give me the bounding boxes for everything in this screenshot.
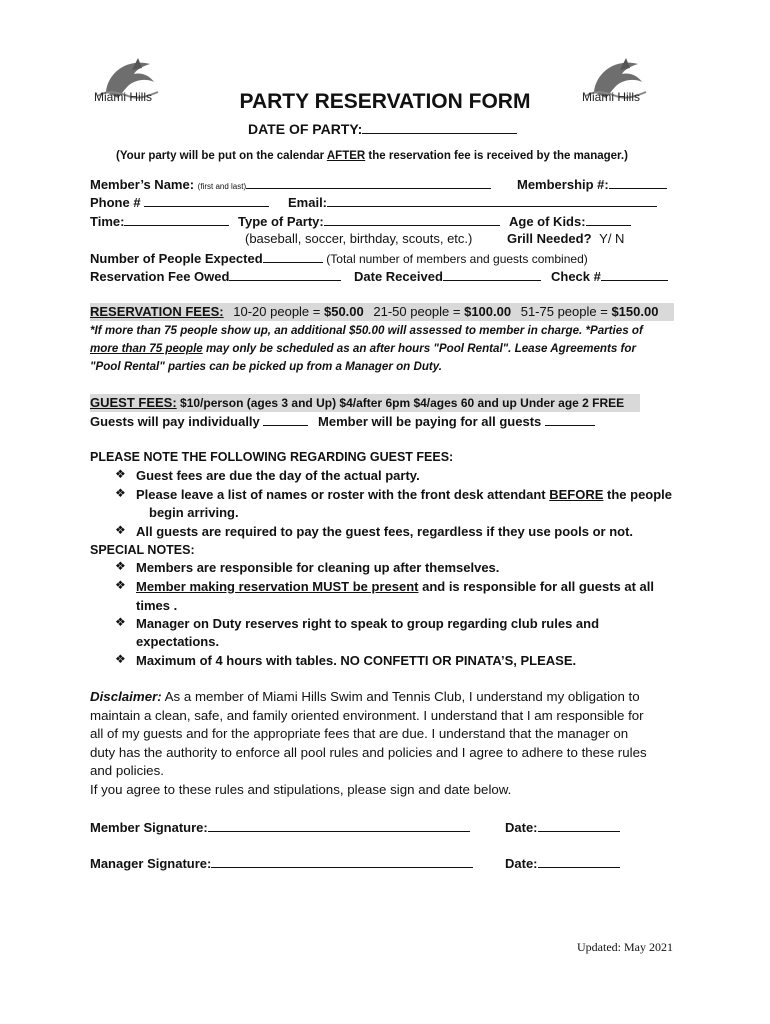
special-note-2-emphasis: Member making reservation MUST be present (136, 579, 419, 594)
disclaimer-line-3: all of my guests and for the appropriate fees that are due. I understand that the manager on (90, 726, 629, 742)
member-signature-row (90, 818, 470, 837)
date-of-party-row (248, 120, 517, 137)
check-number-label: Check # (551, 269, 601, 284)
date-received-row (354, 267, 541, 286)
fee-tier-2: 21-50 people = (373, 304, 465, 319)
manager-date-row (505, 854, 620, 873)
reservation-fees-row (90, 303, 674, 321)
member-paying-label: Member will be paying for all guests (318, 414, 542, 429)
date-of-party-field[interactable] (362, 120, 517, 134)
people-expected-label: Number of People Expected (90, 251, 263, 266)
grill-needed-row (507, 230, 624, 248)
fees-note-line-2-rest: may only be scheduled as an after hours "Pool Rental". Lease Agreements for (202, 342, 636, 355)
manager-signature-label: Manager Signature: (90, 856, 212, 871)
date-received-label: Date Received (354, 269, 443, 284)
fees-note-line-1: *If more than 75 people show up, an additional $50.00 will assessed to member in charge. *Parties of (90, 324, 643, 337)
special-note-3-continued: expectations. (136, 634, 220, 649)
updated-date: Updated: May 2021 (577, 940, 673, 954)
disclaimer-text-1: As a member of Miami Hills Swim and Tennis Club, I understand my obligation to (161, 689, 640, 704)
manager-signature-field[interactable] (211, 854, 473, 868)
guest-fees-rates: $10/person (ages 3 and Up) $4/after 6pm $4/ages 60 and up Under age 2 FREE (180, 396, 625, 410)
notice-emphasis: AFTER (326, 150, 366, 162)
disclaimer-line-4: duty has the authority to enforce all pool rules and policies and I agree to adhere to these rules (90, 744, 647, 760)
phone-row (90, 193, 269, 212)
fee-tier-3: 51-75 people = (520, 304, 612, 319)
type-of-party-field[interactable] (324, 212, 500, 226)
member-date-field[interactable] (538, 818, 620, 832)
member-name-field[interactable] (246, 175, 491, 189)
guest-fees-label: GUEST FEES: (90, 395, 177, 410)
time-row (90, 212, 229, 231)
fee-tier-1: 10-20 people = (233, 304, 324, 319)
time-label: Time: (90, 214, 125, 229)
manager-signature-row (90, 854, 473, 873)
date-received-field[interactable] (443, 267, 541, 281)
email-label: Email: (288, 195, 328, 210)
fee-owed-label: Reservation Fee Owed (90, 269, 230, 284)
people-expected-field[interactable] (263, 249, 323, 263)
special-notes-heading: SPECIAL NOTES: (90, 543, 195, 557)
check-number-row (551, 267, 668, 286)
page-title: PARTY RESERVATION FORM (239, 90, 531, 113)
grill-options[interactable]: Y/ N (599, 231, 625, 246)
diamond-bullet-icon: ❖ (115, 615, 126, 629)
fee-owed-field[interactable] (229, 267, 341, 281)
member-signature-label: Member Signature: (90, 820, 208, 835)
date-of-party-label: DATE OF PARTY: (248, 121, 363, 137)
type-of-party-row (238, 212, 500, 231)
guest-fees-row (90, 394, 640, 412)
email-field[interactable] (327, 193, 657, 207)
party-examples: (baseball, soccer, birthday, scouts, etc.) (245, 231, 473, 246)
age-of-kids-field[interactable] (586, 212, 631, 226)
logo-text: Miami Hills (94, 90, 152, 104)
member-name-hint: (first and last) (197, 182, 247, 191)
fee-owed-row (90, 267, 341, 286)
special-note-2-continued: times . (136, 598, 178, 613)
diamond-bullet-icon: ❖ (115, 523, 126, 537)
disclaimer-line-2: maintain a clean, safe, and family oriented environment. I understand that I am responsible for (90, 707, 644, 723)
membership-number-label: Membership #: (517, 177, 609, 192)
pay-individually-field[interactable] (263, 412, 308, 426)
guest-note-3: All guests are required to pay the guest fees, regardless if they use pools or not. (136, 524, 634, 539)
special-note-2 (136, 578, 654, 596)
manager-date-label: Date: (505, 856, 538, 871)
special-note-2-rest: and is responsible for all guests at all (418, 579, 654, 594)
member-date-row (505, 818, 620, 837)
guest-note-2-tail: the people (603, 487, 673, 502)
check-number-field[interactable] (601, 267, 668, 281)
guest-note-1: Guest fees are due the day of the actual party. (136, 468, 420, 483)
disclaimer-line-6: If you agree to these rules and stipulations, please sign and date below. (90, 781, 512, 797)
disclaimer-line-5: and policies. (90, 763, 164, 779)
fees-note-line-2 (90, 340, 643, 358)
diamond-bullet-icon: ❖ (115, 467, 126, 481)
disclaimer (90, 688, 690, 800)
guest-payment-row (90, 412, 595, 431)
member-date-label: Date: (505, 820, 538, 835)
notice-text: (Your party will be put on the calendar (116, 150, 327, 162)
manager-date-field[interactable] (538, 854, 620, 868)
special-note-4: Maximum of 4 hours with tables. NO CONFETTI OR PINATA’S, PLEASE. (136, 653, 577, 668)
diamond-bullet-icon: ❖ (115, 559, 126, 573)
pay-individually-label: Guests will pay individually (90, 414, 260, 429)
member-signature-field[interactable] (208, 818, 470, 832)
email-row (288, 193, 657, 212)
guest-note-2 (136, 486, 672, 504)
member-paying-field[interactable] (545, 412, 595, 426)
fee-tier-3-price: $150.00 (611, 304, 659, 319)
special-note-3: Manager on Duty reserves right to speak to group regarding club rules and (136, 616, 600, 631)
age-of-kids-row (509, 212, 631, 231)
guest-note-2-continued: begin arriving. (149, 505, 239, 520)
type-of-party-label: Type of Party: (238, 214, 324, 229)
phone-field[interactable] (144, 193, 269, 207)
calendar-notice (116, 150, 628, 162)
member-name-label: Member’s Name: (90, 177, 195, 192)
fees-note-line-3: "Pool Rental" parties can be picked up from a Manager on Duty. (90, 360, 443, 373)
logo-text: Miami Hills (582, 90, 640, 104)
people-expected-hint: (Total number of members and guests combined) (326, 252, 588, 266)
fees-note-emphasis: more than 75 people (90, 342, 203, 355)
guest-notes-heading: PLEASE NOTE THE FOLLOWING REGARDING GUEST FEES: (90, 450, 454, 464)
fee-tier-2-price: $100.00 (464, 304, 512, 319)
diamond-bullet-icon: ❖ (115, 486, 126, 500)
age-of-kids-label: Age of Kids: (509, 214, 586, 229)
membership-number-row (517, 175, 667, 194)
membership-number-field[interactable] (609, 175, 667, 189)
guest-note-2-emphasis: BEFORE (549, 487, 604, 502)
diamond-bullet-icon: ❖ (115, 652, 126, 666)
time-field[interactable] (124, 212, 229, 226)
notice-text-end: the reservation fee is received by the manager.) (365, 150, 628, 162)
people-expected-row (90, 249, 588, 268)
phone-label: Phone # (90, 195, 141, 210)
grill-needed-label: Grill Needed? (507, 231, 592, 246)
disclaimer-line-1 (90, 688, 690, 707)
reservation-fees-label: RESERVATION FEES: (90, 304, 224, 319)
reservation-fees-note (90, 322, 643, 376)
diamond-bullet-icon: ❖ (115, 578, 126, 592)
special-note-1: Members are responsible for cleaning up after themselves. (136, 560, 500, 575)
disclaimer-label: Disclaimer: (90, 689, 162, 704)
guest-note-2-text: Please leave a list of names or roster with the front desk attendant (136, 487, 550, 502)
fee-tier-1-price: $50.00 (323, 304, 364, 319)
